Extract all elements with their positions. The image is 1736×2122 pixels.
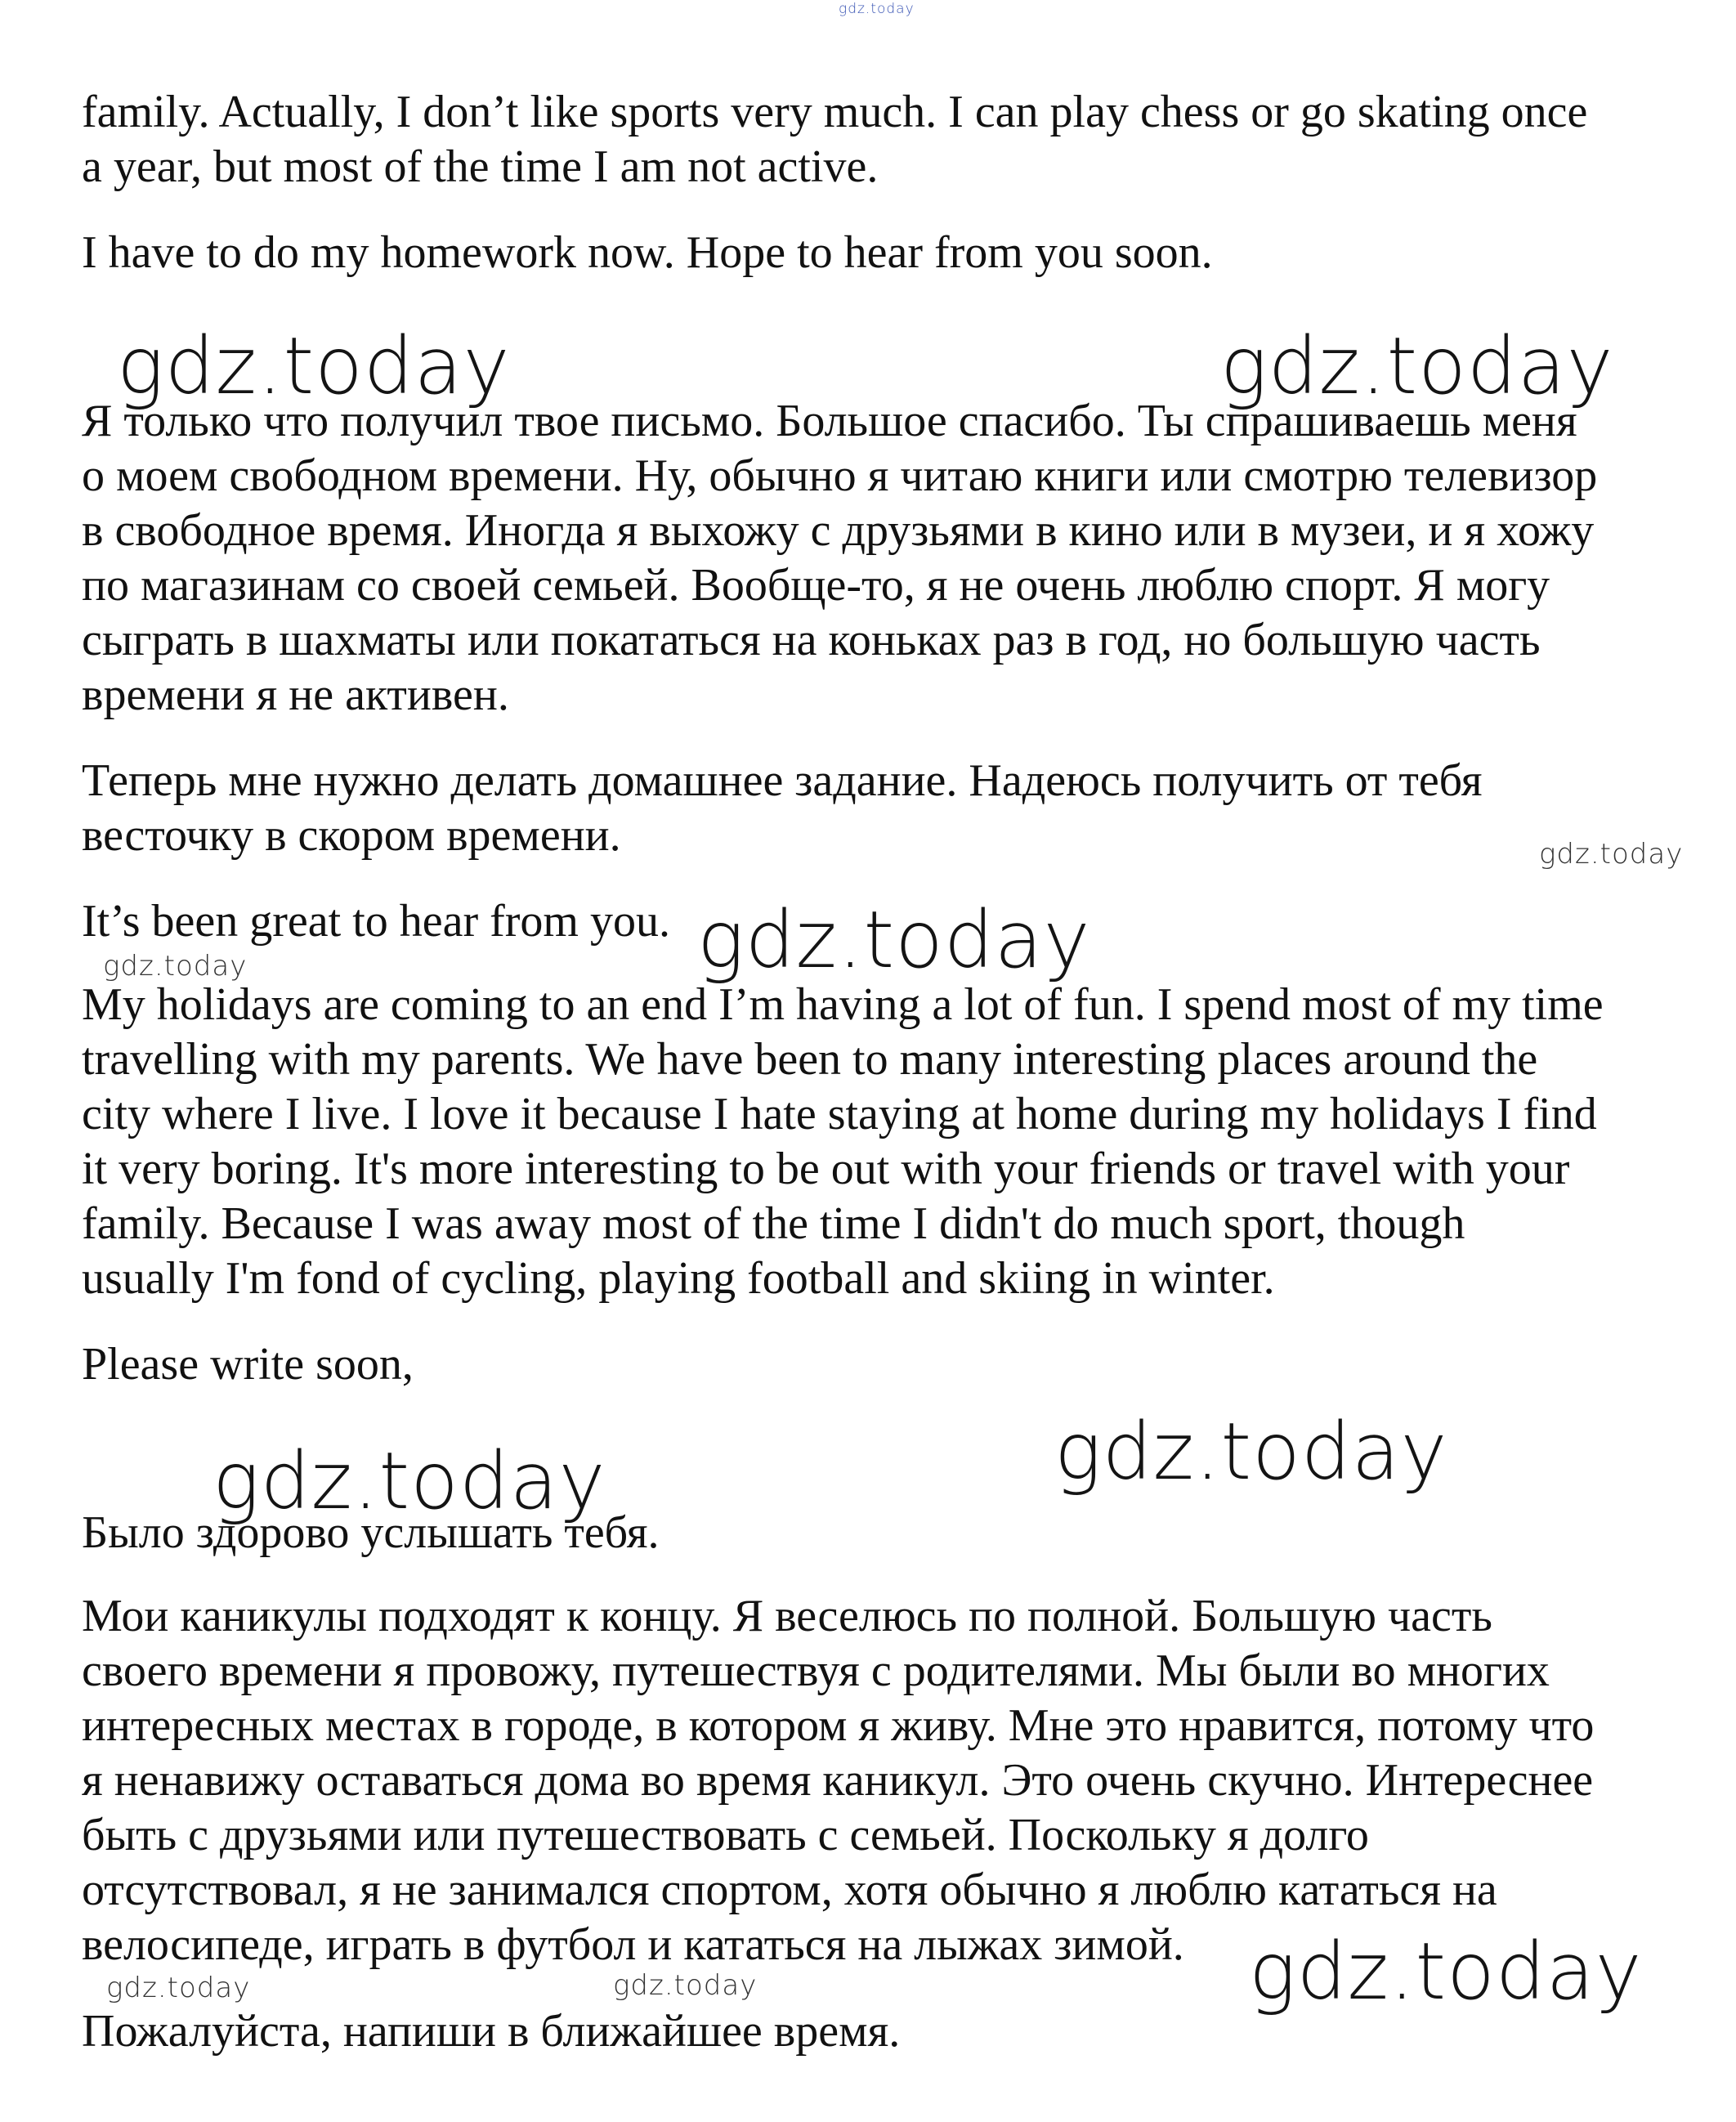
paragraph-en-free-time-end — [82, 85, 1684, 195]
watermark-logo: gdz.today — [103, 950, 248, 983]
text-line: Please write soon, — [82, 1339, 414, 1390]
text-line: отсутствовал, я не занимался спортом, хотя обычно я люблю кататься на — [82, 1865, 1497, 1915]
text-line: a year, but most of the time I am not active. — [82, 141, 879, 192]
text-line: своего времени я провожу, путешествуя с родителями. Мы были во многих — [82, 1645, 1550, 1696]
watermark-top-logo: gdz.today — [839, 1, 915, 17]
paragraph-en-greeting — [82, 894, 1684, 949]
watermark-logo: gdz.today — [697, 894, 1091, 986]
paragraph-ru-homework — [82, 754, 1684, 863]
text-line: по магазинам со своей семьей. Вообще-то, я не очень люблю спорт. Я могу — [82, 560, 1550, 611]
watermark-logo: gdz.today — [213, 1435, 606, 1527]
paragraph-ru-greeting — [82, 1506, 1684, 1560]
text-line: весточку в скором времени. — [82, 810, 621, 861]
text-line: времени я не активен. — [82, 669, 509, 720]
text-line: I have to do my homework now. Hope to hear from you soon. — [82, 227, 1213, 278]
text-line: сыграть в шахматы или покататься на коньках раз в год, но большую часть — [82, 615, 1541, 665]
paragraph-ru-closing — [82, 2004, 1684, 2059]
watermark-logo: gdz.today — [613, 1969, 758, 2002]
text-line: быть с друзьями или путешествовать с семьей. Поскольку я долго — [82, 1810, 1369, 1860]
watermark-logo: gdz.today — [1220, 320, 1614, 412]
text-line: интересных местах в городе, в котором я живу. Мне это нравится, потому что — [82, 1700, 1595, 1751]
text-line: travelling with my parents. We have been to many interesting places around the — [82, 1034, 1538, 1085]
paragraph-ru-free-time — [82, 394, 1684, 723]
paragraph-ru-holidays — [82, 1589, 1684, 1972]
watermark-logo: gdz.today — [106, 1972, 251, 2004]
text-line: family. Actually, I don’t like sports very much. I can play chess or go skating once — [82, 87, 1588, 137]
text-line: city where I live. I love it because I hate staying at home during my holidays I find — [82, 1089, 1597, 1139]
text-line: Я только что получил твое письмо. Большое спасибо. Ты спрашиваешь меня — [82, 396, 1577, 446]
text-line: Мои каникулы подходят к концу. Я веселюсь по полной. Большую часть — [82, 1591, 1492, 1641]
text-line: usually I'm fond of cycling, playing football and skiing in winter. — [82, 1253, 1275, 1304]
watermark-logo: gdz.today — [1249, 1926, 1643, 2017]
text-line: Было здорово услышать тебя. — [82, 1507, 660, 1558]
text-line: в свободное время. Иногда я выхожу с друзьями в кино или в музеи, и я хожу — [82, 505, 1595, 556]
text-line: велосипеде, играть в футбол и кататься на лыжах зимой. — [82, 1919, 1184, 1970]
watermark-logo: gdz.today — [1539, 838, 1684, 871]
text-line: family. Because I was away most of the time I didn't do much sport, though — [82, 1198, 1465, 1249]
text-line: о моем свободном времени. Ну, обычно я читаю книги или смотрю телевизор — [82, 450, 1598, 501]
watermark-logo: gdz.today — [1054, 1406, 1448, 1497]
text-line: it very boring. It's more interesting to be out with your friends or travel with your — [82, 1144, 1570, 1194]
watermark-logo: gdz.today — [117, 320, 511, 412]
paragraph-en-closing — [82, 1337, 1684, 1392]
paragraph-en-homework — [82, 226, 1684, 280]
paragraph-en-holidays — [82, 978, 1684, 1306]
text-line: я ненавижу оставаться дома во время каникул. Это очень скучно. Интереснее — [82, 1755, 1594, 1806]
text-line: Пожалуйста, напиши в ближайшее время. — [82, 2006, 901, 2057]
text-line: Теперь мне нужно делать домашнее задание. Надеюсь получить от тебя — [82, 755, 1483, 806]
text-line: My holidays are coming to an end I’m having a lot of fun. I spend most of my time — [82, 979, 1604, 1030]
text-line: It’s been great to hear from you. — [82, 896, 670, 947]
